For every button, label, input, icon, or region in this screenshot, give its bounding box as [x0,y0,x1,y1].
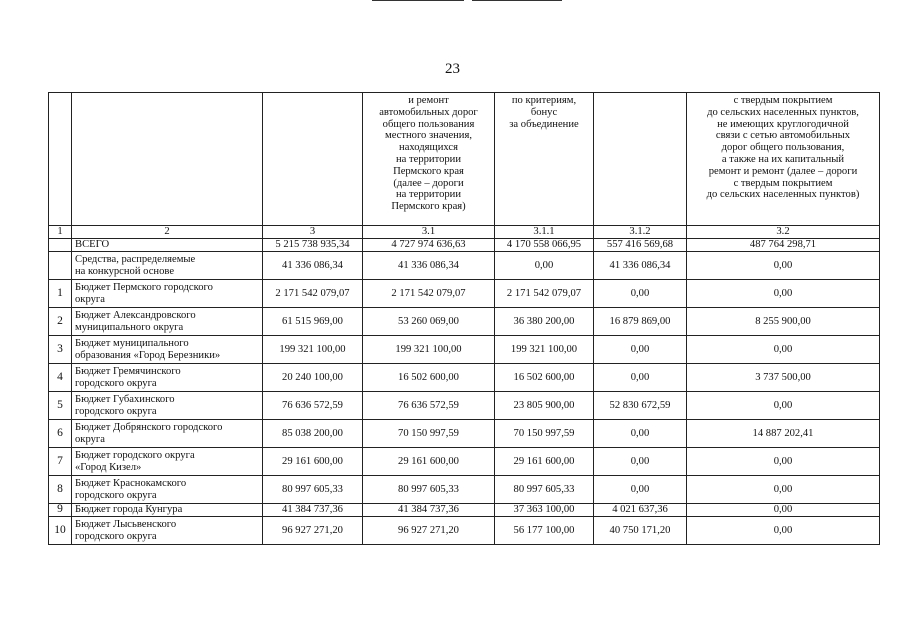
row-index: 9 [49,504,72,517]
column-number: 3.1.2 [594,226,687,239]
value-col-3-1: 16 502 600,00 [363,364,495,392]
value-col-3: 20 240 100,00 [263,364,363,392]
value-col-3-1-1: 16 502 600,00 [495,364,594,392]
value-col-3-2: 0,00 [687,280,880,308]
value-col-3-1-2: 0,00 [594,476,687,504]
value-col-3-1-2: 40 750 171,20 [594,517,687,545]
value-col-3-1: 70 150 997,59 [363,420,495,448]
value-col-3-1: 76 636 572,59 [363,392,495,420]
value-col-3-1-1: 80 997 605,33 [495,476,594,504]
value-col-3-2: 8 255 900,00 [687,308,880,336]
value-col-3: 199 321 100,00 [263,336,363,364]
row-name: Бюджет муниципального образования «Город Березники» [72,336,263,364]
value-col-3: 96 927 271,20 [263,517,363,545]
value-col-3-2: 0,00 [687,504,880,517]
row-index: 3 [49,336,72,364]
table-row [49,517,880,545]
row-name: Средства, распределяемые на конкурсной основе [72,252,263,280]
row-index: 6 [49,420,72,448]
value-col-3-2: 0,00 [687,252,880,280]
header-cell-1 [49,93,72,226]
header-cell-2 [72,93,263,226]
top-rule-right [472,0,562,1]
table-row [49,308,880,336]
value-col-3-1: 41 384 737,36 [363,504,495,517]
row-index: 2 [49,308,72,336]
table-row [49,504,880,517]
header-cell-3-1 [363,93,495,226]
table-row [49,336,880,364]
row-name: Бюджет Добрянского городского округа [72,420,263,448]
value-col-3-1-1: 29 161 600,00 [495,448,594,476]
value-col-3-2: 14 887 202,41 [687,420,880,448]
value-col-3: 41 384 737,36 [263,504,363,517]
value-col-3-1-1: 0,00 [495,252,594,280]
value-col-3: 85 038 200,00 [263,420,363,448]
table-row [49,364,880,392]
value-col-3-1-1: 37 363 100,00 [495,504,594,517]
total-row [49,239,880,252]
column-number: 3.1 [363,226,495,239]
value-col-3-2: 0,00 [687,392,880,420]
value-col-3-1-2: 0,00 [594,420,687,448]
table-row [49,280,880,308]
value-col-3-1-1: 199 321 100,00 [495,336,594,364]
value-col-3-1-1: 56 177 100,00 [495,517,594,545]
table-row [49,448,880,476]
value-col-3-1-2: 41 336 086,34 [594,252,687,280]
value-col-3-1-2: 0,00 [594,364,687,392]
value-col-3-1: 29 161 600,00 [363,448,495,476]
value-col-3-2: 487 764 298,71 [687,239,880,252]
value-col-3-2: 0,00 [687,476,880,504]
row-name: ВСЕГО [72,239,263,252]
row-name: Бюджет Гремячинского городского округа [72,364,263,392]
value-col-3-2: 3 737 500,00 [687,364,880,392]
value-col-3-1-2: 0,00 [594,336,687,364]
value-col-3: 61 515 969,00 [263,308,363,336]
row-name: Бюджет городского округа «Город Кизел» [72,448,263,476]
value-col-3-2: 0,00 [687,517,880,545]
top-rule-left [372,0,464,1]
row-index [49,252,72,280]
row-name: Бюджет Пермского городского округа [72,280,263,308]
value-col-3-1-2: 52 830 672,59 [594,392,687,420]
value-col-3-1: 41 336 086,34 [363,252,495,280]
row-name: Бюджет Губахинского городского округа [72,392,263,420]
column-number: 3.2 [687,226,880,239]
value-col-3: 76 636 572,59 [263,392,363,420]
value-col-3-1-2: 0,00 [594,280,687,308]
row-index: 7 [49,448,72,476]
value-col-3: 80 997 605,33 [263,476,363,504]
row-index: 4 [49,364,72,392]
row-name: Бюджет Краснокамского городского округа [72,476,263,504]
value-col-3-1-2: 4 021 637,36 [594,504,687,517]
header-text-3-1-1: по критериям, бонус за объединение [509,95,579,130]
row-name: Бюджет Лысьвенского городского округа [72,517,263,545]
table-row [49,392,880,420]
column-number: 3 [263,226,363,239]
header-cell-3-1-1 [495,93,594,226]
budget-table [48,92,880,545]
header-cell-3-2 [687,93,880,226]
value-col-3-1: 4 727 974 636,63 [363,239,495,252]
column-number: 2 [72,226,263,239]
value-col-3-1: 53 260 069,00 [363,308,495,336]
header-text-3-1: и ремонт автомобильных дорог общего пользования местного значения, находящихся на территории Пермского края (далее – дороги на территории Пермского края) [379,95,478,213]
value-col-3-2: 0,00 [687,336,880,364]
row-index: 5 [49,392,72,420]
row-index: 8 [49,476,72,504]
value-col-3: 29 161 600,00 [263,448,363,476]
header-cell-3-1-2 [594,93,687,226]
table-row [49,476,880,504]
value-col-3: 2 171 542 079,07 [263,280,363,308]
row-index: 1 [49,280,72,308]
column-number: 3.1.1 [495,226,594,239]
value-col-3-1: 80 997 605,33 [363,476,495,504]
value-col-3-1-1: 2 171 542 079,07 [495,280,594,308]
table-row [49,420,880,448]
value-col-3: 41 336 086,34 [263,252,363,280]
header-text-3-2: с твердым покрытием до сельских населенных пунктов, не имеющих круглогодичной связи с сетью автомобильных дорог общего пользования, а также на их капитальный ремонт и ремонт (далее – дороги с твердым покрытием до сельских населенных пунктов) [706,95,860,201]
header-cell-3 [263,93,363,226]
value-col-3-1-2: 557 416 569,68 [594,239,687,252]
row-index [49,239,72,252]
value-col-3-1-1: 70 150 997,59 [495,420,594,448]
value-col-3-1: 199 321 100,00 [363,336,495,364]
page-number: 23 [445,61,460,77]
header-row [49,93,880,226]
row-index: 10 [49,517,72,545]
table-row [49,252,880,280]
value-col-3-1: 96 927 271,20 [363,517,495,545]
value-col-3-1-1: 36 380 200,00 [495,308,594,336]
value-col-3-1-1: 4 170 558 066,95 [495,239,594,252]
value-col-3-1: 2 171 542 079,07 [363,280,495,308]
row-name: Бюджет Александровского муниципального округа [72,308,263,336]
value-col-3-1-2: 16 879 869,00 [594,308,687,336]
column-number-row [49,226,880,239]
value-col-3-2: 0,00 [687,448,880,476]
row-name: Бюджет города Кунгура [72,504,263,517]
column-number: 1 [49,226,72,239]
value-col-3: 5 215 738 935,34 [263,239,363,252]
value-col-3-1-1: 23 805 900,00 [495,392,594,420]
value-col-3-1-2: 0,00 [594,448,687,476]
